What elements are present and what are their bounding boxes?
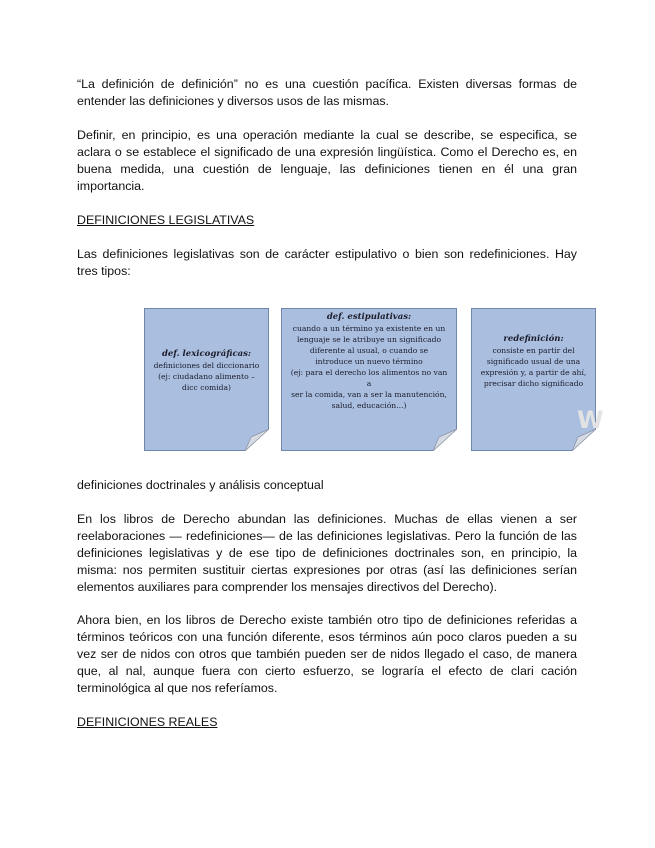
note-estipulativas-line: lenguaje se le atribuye un significado	[296, 335, 442, 344]
note-estipulativas-line: diferente al usual, o cuando se	[309, 346, 429, 355]
note-estipulativas-line: cuando a un término ya existente en un	[292, 324, 446, 333]
note-estipulativas-line: (ej: para el derecho los alimentos no van a	[290, 368, 448, 388]
watermark-logo: W	[577, 406, 601, 434]
note-estipulativas	[281, 308, 457, 451]
note-lexicograficas-title: def. lexicográficas:	[161, 349, 252, 359]
paragraph-terminos-teoricos: Ahora bien, en los libros de Derecho existe también otro tipo de definiciones referidas a términos teóricos con una función diferente, esos términos aún poco claros pueden a su vez ser de nidos con otros que también pueden ser de nidos llegado el caso, de manera que, al nal, aunque fuera con cierto esfuerzo, se lograría el efecto de clari cación terminológica al que nos referíamos.	[77, 613, 577, 695]
page-curl-icon	[433, 429, 457, 451]
note-lexicograficas	[144, 308, 269, 451]
heading-definiciones-doctrinales: definiciones doctrinales y análisis conceptual	[77, 478, 324, 492]
note-redefinicion-line: expresión y, a partir de ahí,	[480, 368, 587, 377]
note-estipulativas-line: salud, educación...)	[331, 401, 407, 410]
note-estipulativas-line: introduce un nuevo término	[315, 357, 423, 366]
heading-definiciones-legislativas: DEFINICIONES LEGISLATIVAS	[77, 213, 255, 227]
note-redefinicion-title: redefinición:	[503, 334, 564, 344]
page-curl-icon	[245, 429, 269, 451]
heading-definiciones-reales: DEFINICIONES REALES	[77, 715, 218, 729]
note-redefinicion-line: consiste en partir del	[492, 346, 575, 355]
paragraph-intro: “La definición de definición” no es una cuestión pacífica. Existen diversas formas de entender las definiciones y diversos usos de las mismas.	[77, 77, 577, 108]
note-lexicograficas-line: dicc comida)	[181, 383, 231, 392]
note-estipulativas-title: def. estipulativas:	[326, 312, 412, 322]
note-estipulativas-line: ser la comida, van a ser la manutención,	[291, 390, 447, 399]
note-redefinicion-line: significado usual de una	[486, 357, 581, 366]
note-redefinicion-line: precisar dicho significado	[483, 379, 584, 388]
paragraph-libros-derecho: En los libros de Derecho abundan las definiciones. Muchas de ellas vienen a ser reelaboraciones — redefiniciones— de las definiciones legislativas. Pero la función de las definiciones legislativas y de ese tipo de definiciones doctrinales son, en principio, la misma: nos permiten sustituir ciertas expresiones por otras (así las definiciones serían elementos auxiliares para comprender los mensajes directivos del Derecho).	[77, 512, 577, 594]
paragraph-definir: Definir, en principio, es una operación mediante la cual se describe, se especifica, se aclara o se establece el significado de una expresión lingüística. Como el Derecho es, en buena medida, una cuestión de lenguaje, las definiciones tienen en él una gran importancia.	[77, 128, 577, 193]
paragraph-legislativas: Las definiciones legislativas son de carácter estipulativo o bien son redefiniciones. Hay tres tipos:	[77, 247, 577, 278]
note-lexicograficas-line: (ej: ciudadano alimento –	[158, 372, 255, 381]
note-lexicograficas-line: definiciones del diccionario	[153, 361, 260, 370]
